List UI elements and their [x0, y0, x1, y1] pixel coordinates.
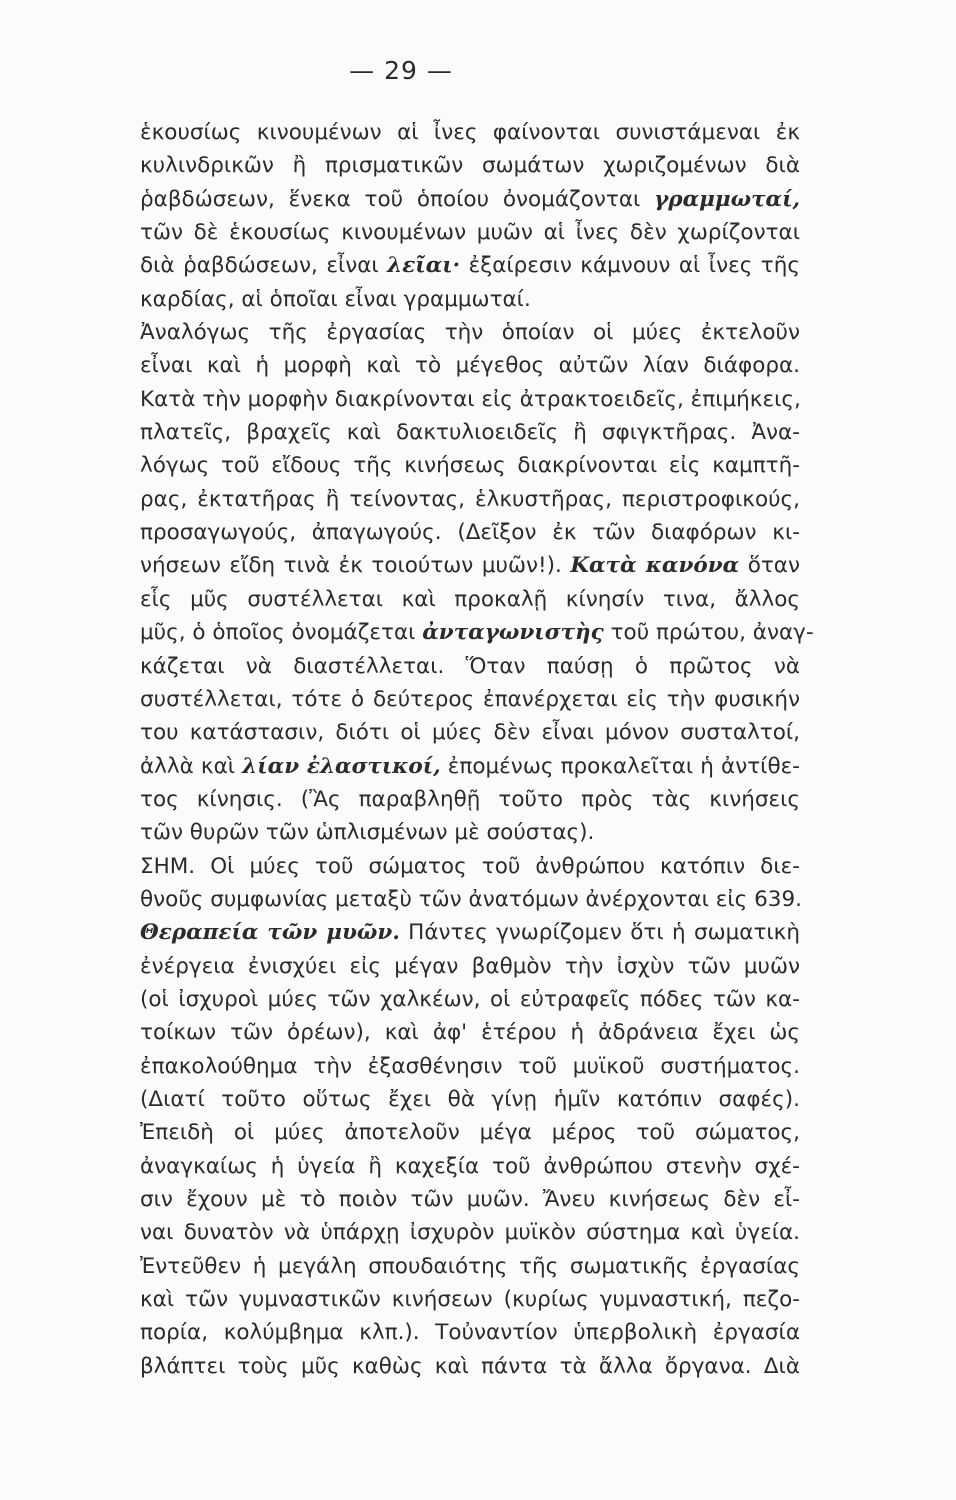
text-run: κάζεται νὰ διαστέλλεται. Ὅταν παύσῃ ὁ πρῶτος νὰ [140, 653, 800, 679]
text-run: ἀλλὰ καὶ [140, 753, 243, 779]
text-run: καὶ τῶν γυμναστικῶν κινήσεων (κυρίως γυμναστική, πεζο- [140, 1287, 800, 1313]
text-run: ἑκουσίως κινουμένων αἱ ἶνες φαίνονται συνιστάμεναι ἐκ [140, 120, 800, 145]
text-line [140, 616, 814, 649]
text-line [140, 1183, 800, 1216]
text-line [140, 783, 800, 816]
text-line [140, 449, 800, 482]
text-line [140, 583, 800, 616]
text-line [140, 183, 800, 216]
text-line [140, 1050, 800, 1083]
text-run: σιν ἔχουν μὲ τὸ ποιὸν τῶν μυῶν. Ἄνευ κινήσεως δὲν εἶ- [140, 1187, 800, 1212]
text-run: καρδίας, αἱ ὁποῖαι εἶναι γραμμωταί. [140, 286, 531, 312]
text-line [140, 483, 800, 516]
text-run: (Διατί τοῦτο οὕτως ἔχει θὰ γίνῃ ἡμῖν κατόπιν σαφές). [140, 1086, 800, 1112]
text-run: ῥαβδώσεων, ἕνεκα τοῦ ὁποίου ὀνομάζονται [140, 186, 655, 212]
text-run: ΣΗΜ. Οἱ μύες τοῦ σώματος τοῦ ἀνθρώπου κατόπιν διε- [140, 853, 800, 879]
text-run: του κατάστασιν, διότι οἱ μύες δὲν εἶναι μόνον συσταλτοί, [140, 720, 800, 746]
text-line [140, 516, 800, 549]
page-number: — 29 — [349, 56, 453, 85]
body-text [140, 116, 814, 1383]
text-line [140, 683, 800, 716]
text-run: τοίκων τῶν ὀρέων), καὶ ἀφ' ἑτέρου ἡ ἀδράνεια ἔχει ὡς [140, 1020, 800, 1046]
text-run: διὰ ῥαβδώσεων, εἶναι [140, 253, 388, 279]
text-line [140, 916, 800, 949]
text-run: ἐνέργεια ἐνισχύει εἰς μέγαν βαθμὸν τὴν ἰσχὺν τῶν μυῶν [140, 953, 800, 979]
emphasis-term: ἀνταγωνιστὴς [422, 620, 604, 646]
text-run: προσαγωγούς, ἀπαγωγούς. (Δεῖξον ἐκ τῶν διαφόρων κι- [140, 520, 800, 546]
text-line [140, 1283, 800, 1316]
text-run: λόγως τοῦ εἴδους τῆς κινήσεως διακρίνονται εἰς καμπτῆ- [140, 453, 800, 479]
text-line [140, 1116, 800, 1149]
text-run: Κατὰ τὴν μορφὴν διακρίνονται εἰς ἀτρακτοειδεῖς, ἐπιμήκεις, [140, 386, 801, 412]
text-run: ἐπομένως προκαλεῖται ἡ ἀντίθε- [440, 753, 800, 779]
text-run: μῦς, ὁ ὁποῖος ὀνομάζεται [140, 620, 423, 646]
text-line [140, 1350, 800, 1383]
text-line [140, 549, 800, 582]
text-line [140, 716, 800, 749]
text-run: Πάντες γνωρίζομεν ὅτι ἡ σωματικὴ [399, 920, 800, 946]
text-run: (οἱ ἰσχυροὶ μύες τῶν χαλκέων, οἱ εὐτραφεῖς πόδες τῶν κα- [140, 986, 800, 1012]
text-line [140, 216, 800, 249]
text-line [140, 1316, 800, 1349]
text-run: εἷς μῦς συστέλλεται καὶ προκαλῇ κίνησίν τινα, ἄλλος [140, 586, 800, 612]
text-run: τῶν δὲ ἑκουσίως κινουμένων μυῶν αἱ ἶνες δὲν χωρίζονται [140, 220, 800, 246]
text-line [140, 950, 800, 983]
text-run: θνοῦς συμφωνίας μεταξὺ τῶν ἀνατόμων ἀνέρχονται εἰς 639. [140, 886, 802, 912]
text-run: τος κίνησις. (Ἂς παραβληθῇ τοῦτο πρὸς τὰς κινήσεις [140, 786, 800, 812]
emphasis-term: λεῖαι· [387, 253, 461, 279]
emphasis-term: Κατὰ κανόνα [570, 553, 740, 579]
text-run: ἐπακολούθημα τὴν ἐξασθένησιν τοῦ μυϊκοῦ συστήματος. [140, 1053, 800, 1079]
text-line [140, 1216, 800, 1249]
text-line [140, 750, 800, 783]
text-line [140, 149, 800, 182]
text-run: νήσεων εἴδη τινὰ ἐκ τοιούτων μυῶν!). [140, 553, 571, 579]
text-line [140, 1016, 800, 1049]
text-run: Ἐντεῦθεν ἡ μεγάλη σπουδαιότης τῆς σωματικῆς ἐργασίας [140, 1253, 800, 1279]
text-line [140, 1150, 800, 1183]
emphasis-term: λίαν ἐλαστικοί, [242, 753, 441, 779]
text-run: πλατεῖς, βραχεῖς καὶ δακτυλιοειδεῖς ἢ σφιγκτῆρας. Ἀνα- [140, 420, 800, 446]
text-line [140, 650, 800, 683]
text-run: βλάπτει τοὺς μῦς καθὼς καὶ πάντα τὰ ἄλλα ὄργανα. Διὰ [140, 1353, 800, 1379]
text-line [140, 316, 800, 349]
text-run: τοῦ πρώτου, ἀναγ- [603, 620, 814, 646]
text-line [140, 983, 800, 1016]
text-line [140, 249, 800, 282]
text-line [140, 349, 800, 382]
text-run: ρας, ἐκτατῆρας ἢ τείνοντας, ἑλκυστῆρας, περιστροφικούς, [140, 486, 800, 512]
text-run: συστέλλεται, τότε ὁ δεύτερος ἐπανέρχεται εἰς τὴν φυσικήν [140, 686, 800, 712]
text-run: εἶναι καὶ ἡ μορφὴ καὶ τὸ μέγεθος αὐτῶν λίαν διάφορα. [140, 353, 800, 379]
text-run: Ἀναλόγως τῆς ἐργασίας τὴν ὁποίαν οἱ μύες ἐκτελοῦν [140, 320, 800, 346]
text-run: κυλινδρικῶν ἢ πρισματικῶν σωμάτων χωριζομένων διὰ [140, 153, 800, 179]
text-line [140, 1250, 800, 1283]
text-run: ἐξαίρεσιν κάμνουν αἱ ἶνες τῆς [460, 253, 800, 279]
text-line [140, 816, 800, 849]
emphasis-term: γραμμωταί, [654, 186, 800, 212]
text-line [140, 1083, 800, 1116]
text-line [140, 416, 800, 449]
text-line [140, 850, 800, 883]
text-run: ναι δυνατὸν νὰ ὑπάρχῃ ἰσχυρὸν μυϊκὸν σύστημα καὶ ὑγεία. [140, 1220, 800, 1246]
emphasis-term: Θεραπεία τῶν μυῶν. [140, 920, 400, 946]
text-run: ὅταν [739, 553, 800, 579]
text-run: πορία, κολύμβημα κλπ.). Τοὐναντίον ὑπερβολικὴ ἐργασία [140, 1320, 800, 1346]
text-line [140, 283, 800, 316]
text-run: τῶν θυρῶν τῶν ὡπλισμένων μὲ σούστας). [140, 820, 595, 846]
text-line [140, 883, 800, 916]
text-line [140, 116, 800, 149]
text-line [140, 383, 800, 416]
text-run: ἀναγκαίως ἡ ὑγεία ἢ καχεξία τοῦ ἀνθρώπου στενὴν σχέ- [140, 1153, 800, 1179]
text-run: Ἐπειδὴ οἱ μύες ἀποτελοῦν μέγα μέρος τοῦ σώματος, [140, 1120, 800, 1146]
